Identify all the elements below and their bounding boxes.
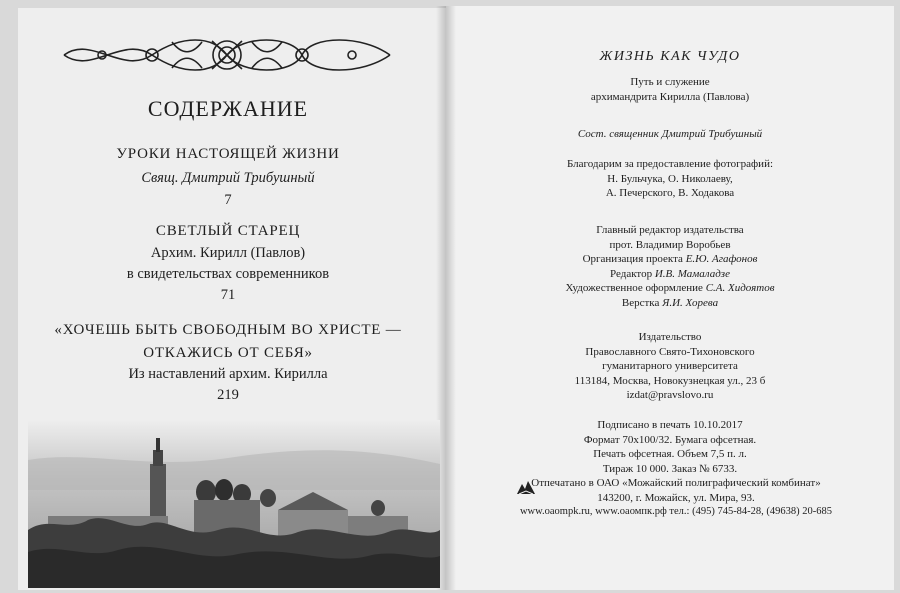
credit-line: Главный редактор издательства	[596, 224, 744, 236]
toc-heading: СВЕТЛЫЙ СТАРЕЦ	[155, 223, 301, 239]
subtitle-line: архимандрита Кирилла (Павлова)	[590, 90, 750, 103]
publisher-block	[446, 330, 894, 403]
credit-line: Редактор И.В. Мамаладзе	[610, 267, 730, 280]
print-line: Формат 70х100/32. Бумага офсетная.	[583, 433, 757, 446]
toc-page-number: 7	[224, 192, 232, 208]
thanks-line: А. Печерского, В. Ходакова	[605, 187, 735, 199]
toc-subline: в свидетельствах современников	[126, 266, 330, 282]
toc-entry	[18, 322, 438, 404]
toc-entry	[18, 223, 438, 304]
printer-contacts: www.oaompk.ru, www.оаомпк.рф тел.: (495) 745-84-28, (49638) 20-685	[519, 506, 833, 517]
toc-page-number: 219	[217, 387, 239, 403]
publisher-line: Издательство	[638, 331, 702, 343]
toc-heading: ОТКАЖИСЬ ОТ СЕБЯ»	[143, 345, 313, 361]
thanks-block	[446, 157, 894, 201]
publisher-line: 113184, Москва, Новокузнецкая ул., 23 б	[574, 374, 766, 387]
printer-line: 143200, г. Можайск, ул. Мира, 93.	[597, 491, 755, 504]
credit-line: прот. Владимир Воробьев	[609, 238, 731, 251]
credits-block	[446, 223, 894, 310]
toc-entry	[18, 146, 438, 209]
print-line: Печать офсетная. Объем 7,5 п. л.	[593, 448, 747, 460]
book-title: ЖИЗНЬ КАК ЧУДО	[599, 49, 741, 64]
printer-line: Отпечатано в ОАО «Можайский полиграфический комбинат»	[531, 477, 821, 489]
toc-author: Свящ. Дмитрий Трибушный	[141, 170, 315, 186]
toc-author: Архим. Кирилл (Павлов)	[150, 245, 306, 261]
subtitle-block	[446, 75, 894, 104]
credit-line: Организация проекта Е.Ю. Агафонов	[582, 253, 758, 265]
printer-block	[452, 476, 900, 520]
toc-author: Из наставлений архим. Кирилла	[128, 366, 328, 382]
compiler-line: Сост. священник Дмитрий Трибушный	[577, 128, 763, 140]
toc-page-number: 71	[220, 287, 236, 303]
print-info-block	[446, 418, 894, 476]
toc-heading: «ХОЧЕШЬ БЫТЬ СВОБОДНЫМ ВО ХРИСТЕ —	[54, 322, 402, 338]
monastery-photo	[28, 420, 440, 588]
print-line: Подписано в печать 10.10.2017	[597, 419, 743, 431]
print-line: Тираж 10 000. Заказ № 6733.	[602, 462, 738, 475]
credit-line: Верстка Я.И. Хорева	[621, 296, 719, 309]
subtitle-line: Путь и служение	[630, 76, 710, 88]
thanks-line: Благодарим за предоставление фотографий:	[566, 158, 774, 170]
thanks-line: Н. Бульчука, О. Николаеву,	[607, 172, 733, 185]
ornament-icon	[62, 30, 392, 80]
publisher-line: гуманитарного университета	[602, 360, 738, 372]
publisher-line: Православного Свято-Тихоновского	[585, 345, 755, 358]
publisher-email: izdat@pravslovo.ru	[626, 389, 714, 401]
toc-heading: УРОКИ НАСТОЯЩЕЙ ЖИЗНИ	[116, 146, 340, 162]
toc-title: СОДЕРЖАНИЕ	[147, 96, 309, 121]
credit-line: Художественное оформление С.А. Хидоятов	[565, 282, 775, 294]
